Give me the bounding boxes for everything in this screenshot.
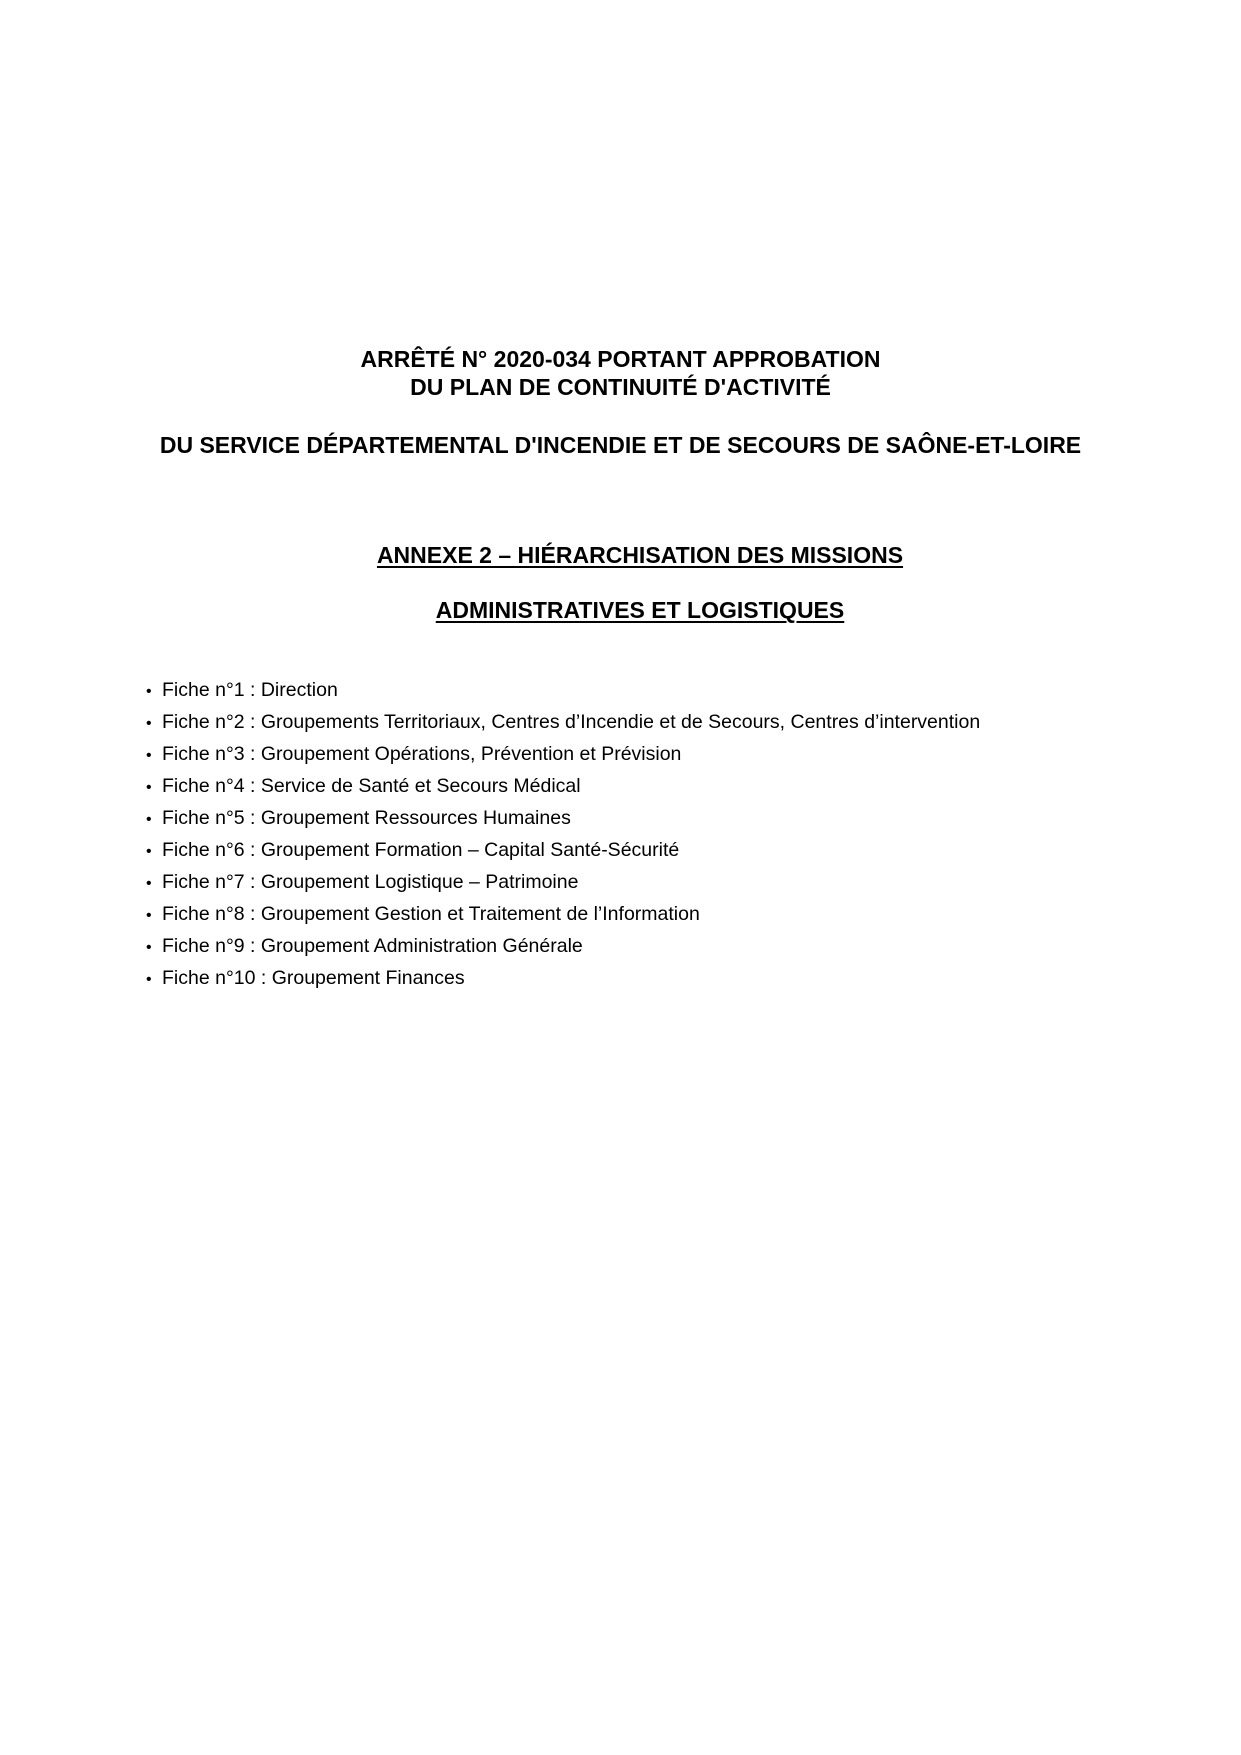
bullet-icon: • <box>146 715 152 732</box>
fiche-list <box>146 675 980 995</box>
fiche-list-item <box>146 771 980 803</box>
fiche-label: Fiche n°3 : Groupement Opérations, Prévention et Prévision <box>162 743 682 765</box>
fiche-list-item <box>146 803 980 835</box>
fiche-label: Fiche n°10 : Groupement Finances <box>162 967 465 989</box>
fiche-list-item <box>146 739 980 771</box>
fiche-label: Fiche n°7 : Groupement Logistique – Patrimoine <box>162 871 579 893</box>
bullet-icon: • <box>146 939 152 956</box>
bullet-icon: • <box>146 875 152 892</box>
fiche-label: Fiche n°1 : Direction <box>162 679 338 701</box>
bullet-icon: • <box>146 907 152 924</box>
fiche-list-item <box>146 931 980 963</box>
annex-heading-line-1: ANNEXE 2 – HIÉRARCHISATION DES MISSIONS <box>376 542 904 568</box>
bullet-icon: • <box>146 971 152 988</box>
fiche-list-item <box>146 835 980 867</box>
fiche-label: Fiche n°9 : Groupement Administration Générale <box>162 935 583 957</box>
bullet-icon: • <box>146 779 152 796</box>
fiche-list-item <box>146 899 980 931</box>
decree-title-line-3: DU SERVICE DÉPARTEMENTAL D'INCENDIE ET DE SECOURS DE SAÔNE-ET-LOIRE <box>159 432 1082 458</box>
fiche-label: Fiche n°5 : Groupement Ressources Humaines <box>162 807 571 829</box>
fiche-list-item <box>146 675 980 707</box>
fiche-list-item <box>146 963 980 995</box>
decree-title-line-1: ARRÊTÉ N° 2020-034 PORTANT APPROBATION <box>360 346 881 372</box>
fiche-label: Fiche n°6 : Groupement Formation – Capital Santé-Sécurité <box>162 839 680 861</box>
fiche-list-item <box>146 867 980 899</box>
fiche-label: Fiche n°4 : Service de Santé et Secours Médical <box>162 775 581 797</box>
bullet-icon: • <box>146 843 152 860</box>
fiche-label: Fiche n°8 : Groupement Gestion et Traitement de l’Information <box>162 903 700 925</box>
bullet-icon: • <box>146 683 152 700</box>
bullet-icon: • <box>146 747 152 764</box>
decree-title-line-2: DU PLAN DE CONTINUITÉ D'ACTIVITÉ <box>410 374 831 400</box>
fiche-list-item <box>146 707 980 739</box>
fiche-label: Fiche n°2 : Groupements Territoriaux, Centres d’Incendie et de Secours, Centres d’intervention <box>162 711 981 733</box>
bullet-icon: • <box>146 811 152 828</box>
annex-heading-line-2: ADMINISTRATIVES ET LOGISTIQUES <box>435 597 845 623</box>
